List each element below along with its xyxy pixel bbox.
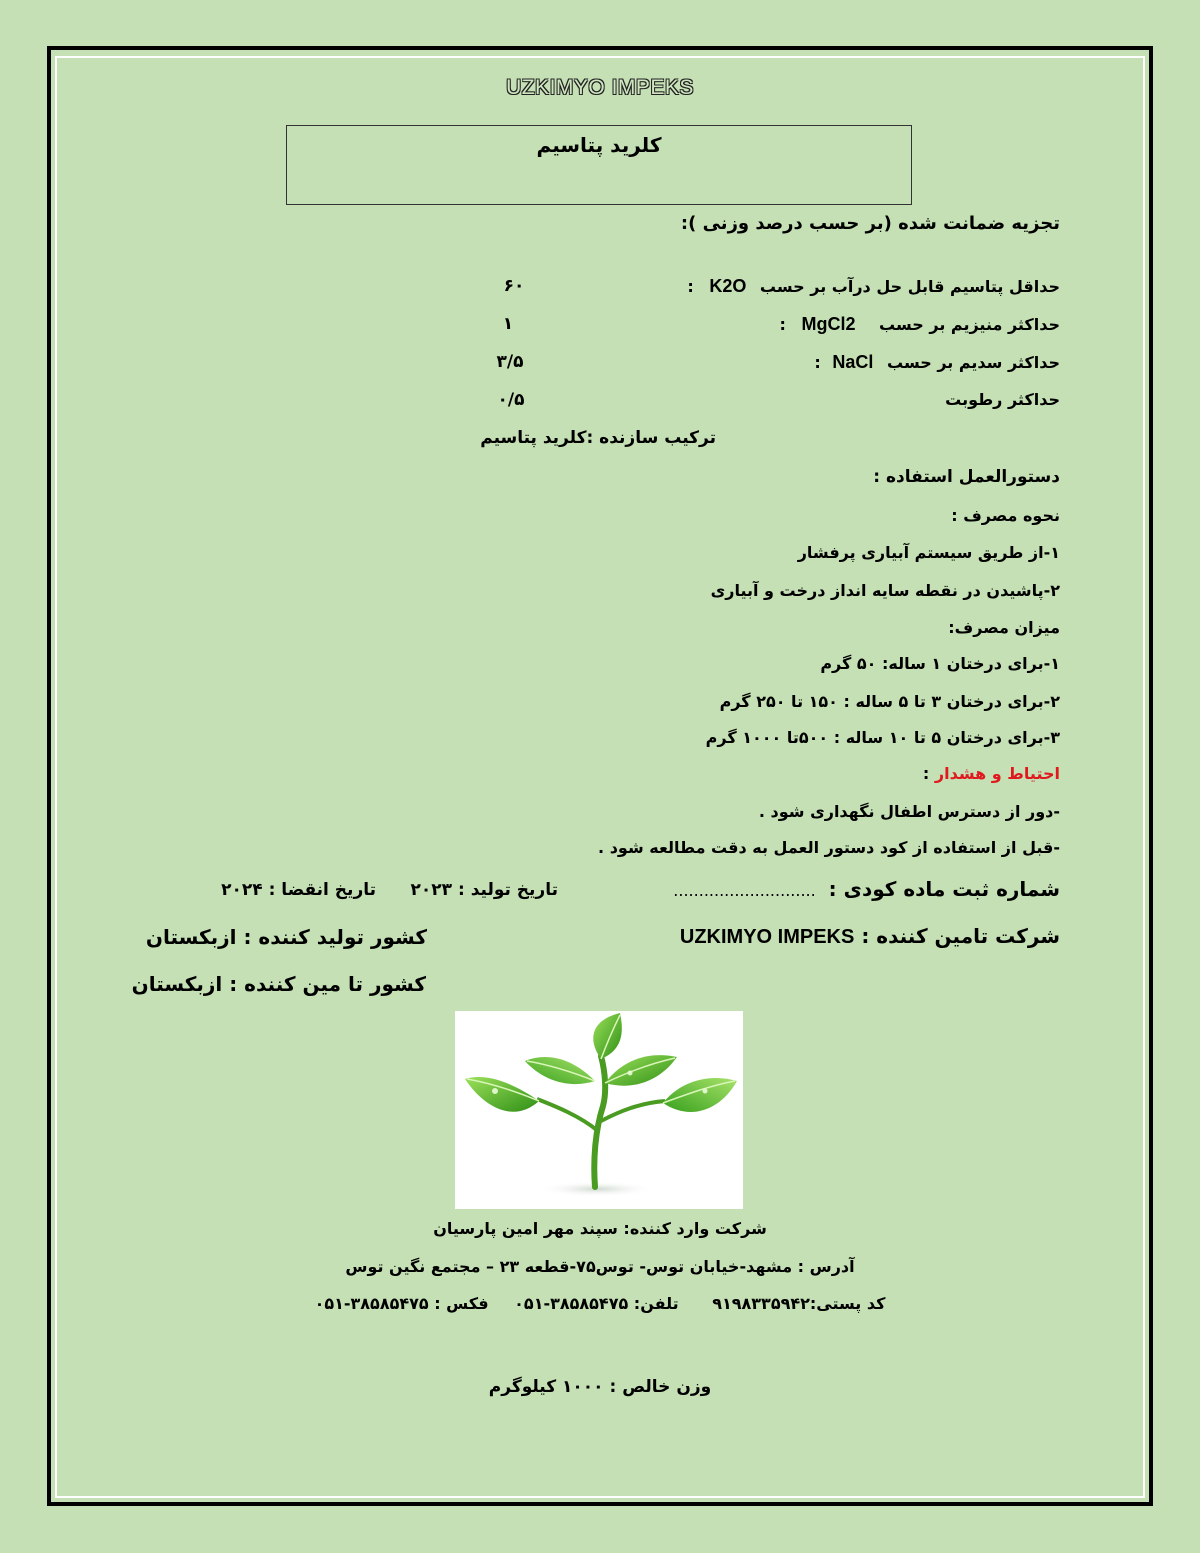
plant-sprout-icon (455, 1011, 743, 1209)
brand-header: UZKIMYO IMPEKS (506, 76, 694, 99)
importer-address: آدرس : مشهد-خیابان توس- توس۷۵-قطعه ۲۳ – مجتمع نگین توس (345, 1257, 855, 1276)
analysis-row-moisture (945, 390, 1060, 409)
registration-label: شماره ثبت ماده کودی : (828, 877, 1060, 901)
registration-dots: ............................ (673, 881, 816, 900)
analysis-row-potassium (687, 276, 1060, 297)
analysis-row-magnesium (779, 314, 1060, 335)
supplier-country: کشور تا مین کننده : ازبکستان (131, 972, 426, 996)
supplier-name: UZKIMYO IMPEKS (679, 926, 855, 948)
phone: تلفن: ۳۸۵۸۵۴۷۵-۰۵۱ (514, 1294, 679, 1313)
expiry-date: تاریخ انقضا : ۲۰۲۴ (221, 880, 376, 900)
warning-heading: احتیاط و هشدار (934, 764, 1060, 783)
warning-item: -دور از دسترس اطفال نگهداری شود . (758, 802, 1060, 821)
product-title: کلرید پتاسیم (536, 133, 662, 157)
analysis-value: ۱ (502, 314, 514, 334)
importer-name: شرکت وارد کننده: سپند مهر امین پارسیان (433, 1219, 767, 1238)
amount-item: ۱-برای درختان ۱ ساله: ۵۰ گرم (820, 654, 1060, 673)
importer-contacts (0, 1294, 1200, 1313)
analysis-formula: NaCl (832, 352, 874, 372)
postal-code: کد پستی:۹۱۹۸۳۳۵۹۴۲ (712, 1294, 886, 1313)
net-weight: وزن خالص : ۱۰۰۰ کیلوگرم (488, 1377, 712, 1397)
warning-colon: : (922, 764, 930, 783)
analysis-colon: : (779, 315, 786, 334)
production-date: تاریخ تولید : ۲۰۲۳ (410, 880, 558, 900)
amount-heading: میزان مصرف: (948, 618, 1060, 637)
usage-heading: دستورالعمل استفاده : (873, 467, 1060, 487)
plant-image (455, 1011, 743, 1209)
analysis-colon: : (687, 277, 694, 296)
analysis-label: حداکثر منیزیم بر حسب (879, 315, 1060, 334)
analysis-formula: K2O (709, 276, 747, 296)
warning-item: -قبل از استفاده از کود دستور العمل به دقت مطالعه شود . (598, 838, 1060, 857)
analysis-colon: : (814, 353, 821, 372)
analysis-row-sodium (814, 352, 1060, 373)
analysis-heading: تجزیه ضمانت شده (بر حسب درصد وزنی ): (680, 213, 1060, 234)
amount-item: ۳-برای درختان ۵ تا ۱۰ ساله : ۵۰۰تا ۱۰۰۰ گرم (705, 728, 1060, 747)
composition: ترکیب سازنده :کلرید پتاسیم (480, 428, 716, 448)
fax: فکس : ۳۸۵۸۵۴۷۵-۰۵۱ (314, 1294, 489, 1313)
supplier-label: شرکت تامین کننده : (861, 924, 1060, 948)
method-item: ۱-از طریق سیستم آبیاری پرفشار (797, 543, 1060, 562)
analysis-value: ۶۰ (503, 276, 525, 296)
analysis-formula: MgCl2 (801, 314, 856, 334)
producer-country: کشور تولید کننده : ازبکستان (145, 925, 427, 949)
analysis-label: حداکثر سدیم بر حسب (887, 353, 1060, 372)
method-item: ۲-پاشیدن در نقطه سایه انداز درخت و آبیاری (710, 581, 1060, 600)
warning-heading-line (923, 764, 1060, 783)
analysis-label: حداکثر رطوبت (945, 390, 1060, 409)
analysis-label: حداقل پتاسیم قابل حل درآب بر حسب (759, 277, 1060, 296)
method-heading: نحوه مصرف : (951, 506, 1060, 525)
registration-line (673, 877, 1060, 901)
amount-item: ۲-برای درختان ۳ تا ۵ ساله : ۱۵۰ تا ۲۵۰ گرم (719, 692, 1060, 711)
analysis-value: ۰/۵ (497, 390, 525, 410)
supplier-company-line (680, 924, 1060, 949)
analysis-value: ۳/۵ (496, 352, 524, 372)
